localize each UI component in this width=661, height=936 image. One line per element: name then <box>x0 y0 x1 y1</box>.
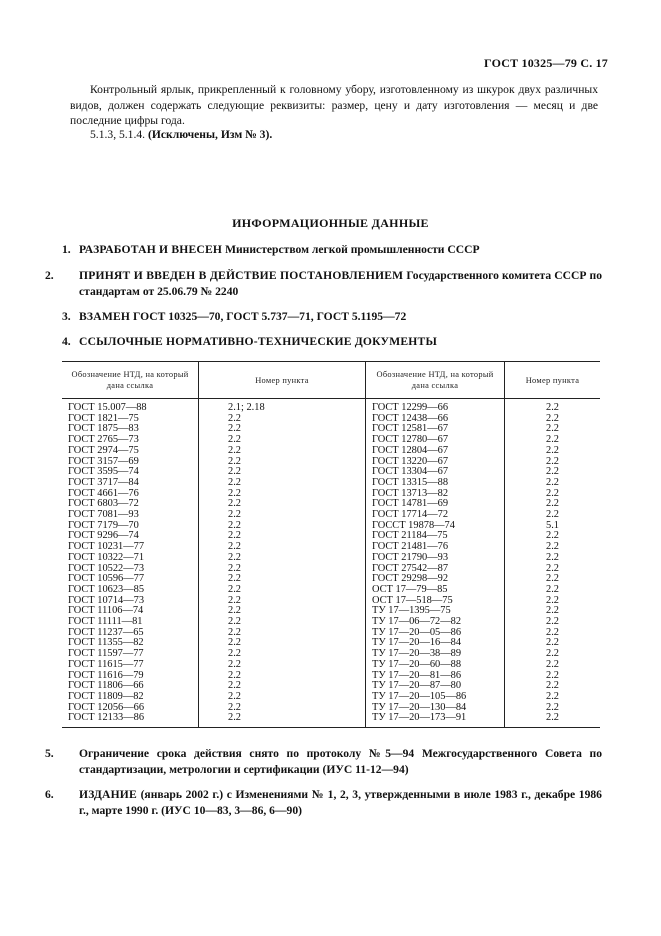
clause-right-cell: 2.2 <box>546 412 559 424</box>
ntd-left-cell: ГОСТ 10596—77 <box>62 574 199 585</box>
ntd-left-cell: ГОСТ 7179—70 <box>62 521 199 532</box>
table-row <box>62 510 600 521</box>
clause-left-cell: 2.2 <box>199 457 366 468</box>
item-lead: ПРИНЯТ И ВВЕДЕН В ДЕЙСТВИЕ ПОСТАНОВЛЕНИЕМ <box>79 269 404 282</box>
info-item-5 <box>45 746 602 777</box>
reference-documents-table <box>62 361 600 728</box>
info-item-3 <box>62 309 602 325</box>
clause-left-cell: 2.2 <box>199 521 366 532</box>
ntd-right-cell: ТУ 17—1395—75 <box>366 606 505 617</box>
ntd-right-cell: ГОСТ 21790—93 <box>366 553 505 564</box>
clause-right-cell: 2.2 <box>546 658 559 670</box>
ntd-left-cell: ГОСТ 11615—77 <box>62 660 199 671</box>
ntd-left-cell: ГОСТ 3717—84 <box>62 478 199 489</box>
ntd-right-cell: ГОСТ 27542—87 <box>366 564 505 575</box>
clause-left-cell: 2.2 <box>199 703 366 714</box>
clause-left-cell: 2.2 <box>199 649 366 660</box>
clause-right-cell: 2.2 <box>546 402 559 413</box>
clause-left-cell: 2.2 <box>199 660 366 671</box>
table-row <box>62 424 600 435</box>
clause-right-cell: 2.2 <box>546 444 559 456</box>
clause-left-cell: 2.2 <box>199 424 366 435</box>
ntd-right-cell: ГОССТ 19878—74 <box>366 521 505 532</box>
ntd-right-cell: ГОСТ 12804—67 <box>366 446 505 457</box>
ntd-right-cell: ГОСТ 13220—67 <box>366 457 505 468</box>
clause-right-cell: 2.2 <box>546 498 559 510</box>
ntd-right-cell: ТУ 17—20—38—89 <box>366 649 505 660</box>
item-number: 1. <box>62 243 71 256</box>
table-row <box>62 660 600 671</box>
clause-right-cell: 2.2 <box>546 583 559 595</box>
clause-left-cell: 2.2 <box>199 585 366 596</box>
clause-left-cell: 2.2 <box>199 531 366 542</box>
item-number: 6. <box>45 788 54 801</box>
clause-left-cell: 2.2 <box>199 564 366 575</box>
ntd-right-cell: ГОСТ 12438—66 <box>366 414 505 425</box>
table-body <box>62 399 600 728</box>
clause-right-cell: 2.2 <box>546 509 559 521</box>
ntd-left-cell: ГОСТ 7081—93 <box>62 510 199 521</box>
clause-right-cell: 2.2 <box>546 680 559 692</box>
info-item-2 <box>45 268 602 299</box>
clause-left-cell: 2.2 <box>199 542 366 553</box>
clause-left-cell: 2.2 <box>199 713 366 727</box>
ntd-right-cell: ГОСТ 12581—67 <box>366 424 505 435</box>
ntd-right-cell: ГОСТ 12299—66 <box>366 399 505 414</box>
ntd-right-cell: ГОСТ 13304—67 <box>366 467 505 478</box>
clause-left-cell: 2.2 <box>199 435 366 446</box>
excluded-ref: 5.1.3, 5.1.4. <box>90 128 146 141</box>
table-row <box>62 489 600 500</box>
ntd-left-cell: ГОСТ 4661—76 <box>62 489 199 500</box>
table-row <box>62 499 600 510</box>
clause-right-cell: 2.2 <box>546 562 559 574</box>
ntd-left-cell: ГОСТ 11237—65 <box>62 628 199 639</box>
ntd-right-cell: ТУ 17—20—81—86 <box>366 671 505 682</box>
ntd-left-cell: ГОСТ 1821—75 <box>62 414 199 425</box>
clause-right-cell: 2.2 <box>546 690 559 702</box>
clause-right-cell: 2.2 <box>546 476 559 488</box>
ntd-left-cell: ГОСТ 12056—66 <box>62 703 199 714</box>
item-text: Ограничение срока действия снято по протоколу №5—94 Межгосударственного Совета по стандартизации, метрологии и сертификации (ИУС 11-12—94) <box>79 747 602 776</box>
clause-right-cell: 2.2 <box>546 712 559 724</box>
ntd-left-cell: ГОСТ 11106—74 <box>62 606 199 617</box>
item-lead: ВЗАМЕН <box>79 310 131 323</box>
clause-left-cell: 2.2 <box>199 681 366 692</box>
page-header: ГОСТ 10325—79 С. 17 <box>484 56 608 70</box>
item-number: 5. <box>45 747 54 760</box>
item-text: Государственного комитета СССР по стандартам от 25.06.79 № 2240 <box>79 269 602 298</box>
item-number: 4. <box>62 335 71 348</box>
clause-left-cell: 2.2 <box>199 499 366 510</box>
clause-left-cell: 2.2 <box>199 617 366 628</box>
clause-left-cell: 2.2 <box>199 446 366 457</box>
clause-right-cell: 2.2 <box>546 487 559 499</box>
ntd-left-cell: ГОСТ 11809—82 <box>62 692 199 703</box>
clause-right-cell: 2.2 <box>546 669 559 681</box>
ntd-right-cell: ТУ 17—20—105—86 <box>366 692 505 703</box>
table-header-row <box>62 362 600 399</box>
ntd-right-cell: ГОСТ 17714—72 <box>366 510 505 521</box>
clause-right-cell: 2.2 <box>546 541 559 553</box>
info-item-6 <box>45 787 602 818</box>
clause-right-cell: 2.2 <box>546 530 559 542</box>
excluded-clause <box>90 128 272 141</box>
table-row <box>62 553 600 564</box>
clause-left-cell: 2.2 <box>199 692 366 703</box>
clause-right-cell: 2.2 <box>546 434 559 446</box>
ntd-right-cell: ТУ 17—20—60—88 <box>366 660 505 671</box>
info-item-1 <box>62 242 602 258</box>
item-lead: ССЫЛОЧНЫЕ НОРМАТИВНО-ТЕХНИЧЕСКИЕ ДОКУМЕНТЫ <box>79 335 438 348</box>
ntd-right-cell: ГОСТ 21481—76 <box>366 542 505 553</box>
item-text: (январь 2002 г.) с Изменениями № 1, 2, 3, утвержденными в июле 1983 г., декабре 1986 г., марте 1990 г. (ИУС 10—83, 3—86, 6—90) <box>79 788 602 817</box>
excluded-note: (Исключены, Изм № 3). <box>147 128 273 141</box>
clause-left-cell: 2.2 <box>199 414 366 425</box>
ntd-right-cell: ТУ 17—20—87—80 <box>366 681 505 692</box>
clause-right-cell: 2.2 <box>546 637 559 649</box>
ntd-right-cell: ГОСТ 13713—82 <box>366 489 505 500</box>
ntd-left-cell: ГОСТ 2974—75 <box>62 446 199 457</box>
table-row <box>62 478 600 489</box>
clause-right-cell: 2.2 <box>546 466 559 478</box>
ntd-left-cell: ГОСТ 12133—86 <box>62 713 199 727</box>
table-row <box>62 521 600 532</box>
clause-right-cell: 2.2 <box>546 605 559 617</box>
clause-left-cell: 2.2 <box>199 478 366 489</box>
ntd-right-cell: ТУ 17—20—130—84 <box>366 703 505 714</box>
item-lead: РАЗРАБОТАН И ВНЕСЕН <box>79 243 223 256</box>
header-clause-right: Номер пункта <box>525 375 580 385</box>
ntd-left-cell: ГОСТ 11806—66 <box>62 681 199 692</box>
ntd-left-cell: ГОСТ 1875—83 <box>62 424 199 435</box>
clause-left-cell: 2.1; 2.18 <box>199 399 366 414</box>
ntd-left-cell: ГОСТ 11355—82 <box>62 638 199 649</box>
ntd-left-cell: ГОСТ 10522—73 <box>62 564 199 575</box>
ntd-right-cell: ОСТ 17—518—75 <box>366 596 505 607</box>
table-row <box>62 606 600 617</box>
clause-right-cell: 2.2 <box>546 551 559 563</box>
ntd-left-cell: ГОСТ 11111—81 <box>62 617 199 628</box>
clause-right-cell: 2.2 <box>546 701 559 713</box>
intro-paragraph: Контрольный ярлык, прикрепленный к головному убору, изготовленному из шкурок двух различных видов, должен содержать следующие реквизиты: размер, цену и дату изготовления — месяц и две последние цифры года. <box>70 83 598 127</box>
item-lead: ИЗДАНИЕ <box>79 788 137 801</box>
ntd-left-cell: ГОСТ 3157—69 <box>62 457 199 468</box>
ntd-left-cell: ГОСТ 10623—85 <box>62 585 199 596</box>
table-row <box>62 414 600 425</box>
clause-right-cell: 2.2 <box>546 648 559 660</box>
ntd-right-cell: ТУ 17—20—173—91 <box>366 713 505 727</box>
ntd-left-cell: ГОСТ 2765—73 <box>62 435 199 446</box>
clause-left-cell: 2.2 <box>199 467 366 478</box>
header-ntd-left: Обозначение НТД, на который дана ссылка <box>62 362 199 399</box>
clause-left-cell: 2.2 <box>199 671 366 682</box>
ntd-right-cell: ТУ 17—06—72—82 <box>366 617 505 628</box>
table-row <box>62 713 600 727</box>
item-number: 3. <box>62 310 71 323</box>
ntd-left-cell: ГОСТ 11616—79 <box>62 671 199 682</box>
table-row <box>62 467 600 478</box>
info-item-4 <box>62 334 602 350</box>
ntd-right-cell: ГОСТ 21184—75 <box>366 531 505 542</box>
clause-left-cell: 2.2 <box>199 553 366 564</box>
clause-right-cell: 5.1 <box>546 519 559 531</box>
clause-left-cell: 2.2 <box>199 628 366 639</box>
clause-left-cell: 2.2 <box>199 606 366 617</box>
clause-right-cell: 2.2 <box>546 626 559 638</box>
ntd-right-cell: ТУ 17—20—05—86 <box>366 628 505 639</box>
ntd-left-cell: ГОСТ 3595—74 <box>62 467 199 478</box>
table-row <box>62 399 600 414</box>
section-title: ИНФОРМАЦИОННЫЕ ДАННЫЕ <box>232 216 429 230</box>
ntd-right-cell: ГОСТ 29298—92 <box>366 574 505 585</box>
clause-right-cell: 2.2 <box>546 455 559 467</box>
item-text: ГОСТ 10325—70, ГОСТ 5.737—71, ГОСТ 5.1195—72 <box>133 310 407 323</box>
clause-left-cell: 2.2 <box>199 638 366 649</box>
ntd-left-cell: ГОСТ 10231—77 <box>62 542 199 553</box>
ntd-left-cell: ГОСТ 9296—74 <box>62 531 199 542</box>
ntd-right-cell: ГОСТ 13315—88 <box>366 478 505 489</box>
item-text: Министерством легкой промышленности СССР <box>225 243 480 256</box>
ntd-left-cell: ГОСТ 10322—71 <box>62 553 199 564</box>
table-row <box>62 446 600 457</box>
ntd-left-cell: ГОСТ 11597—77 <box>62 649 199 660</box>
clause-right-cell: 2.2 <box>546 616 559 628</box>
header-clause-left: Номер пункта <box>199 362 366 399</box>
ntd-right-cell: ТУ 17—20—16—84 <box>366 638 505 649</box>
header-ntd-right: Обозначение НТД, на который дана ссылка <box>366 362 505 399</box>
ntd-right-cell: ГОСТ 12780—67 <box>366 435 505 446</box>
clause-left-cell: 2.2 <box>199 596 366 607</box>
ntd-left-cell: ГОСТ 10714—73 <box>62 596 199 607</box>
clause-left-cell: 2.2 <box>199 574 366 585</box>
clause-right-cell: 2.2 <box>546 423 559 435</box>
table-row <box>62 457 600 468</box>
ntd-right-cell: ОСТ 17—79—85 <box>366 585 505 596</box>
table-row <box>62 435 600 446</box>
ntd-left-cell: ГОСТ 6803—72 <box>62 499 199 510</box>
ntd-left-cell: ГОСТ 15.007—88 <box>62 399 199 414</box>
clause-left-cell: 2.2 <box>199 510 366 521</box>
clause-right-cell: 2.2 <box>546 594 559 606</box>
ntd-right-cell: ГОСТ 14781—69 <box>366 499 505 510</box>
item-number: 2. <box>45 269 54 282</box>
clause-left-cell: 2.2 <box>199 489 366 500</box>
clause-right-cell: 2.2 <box>546 573 559 585</box>
